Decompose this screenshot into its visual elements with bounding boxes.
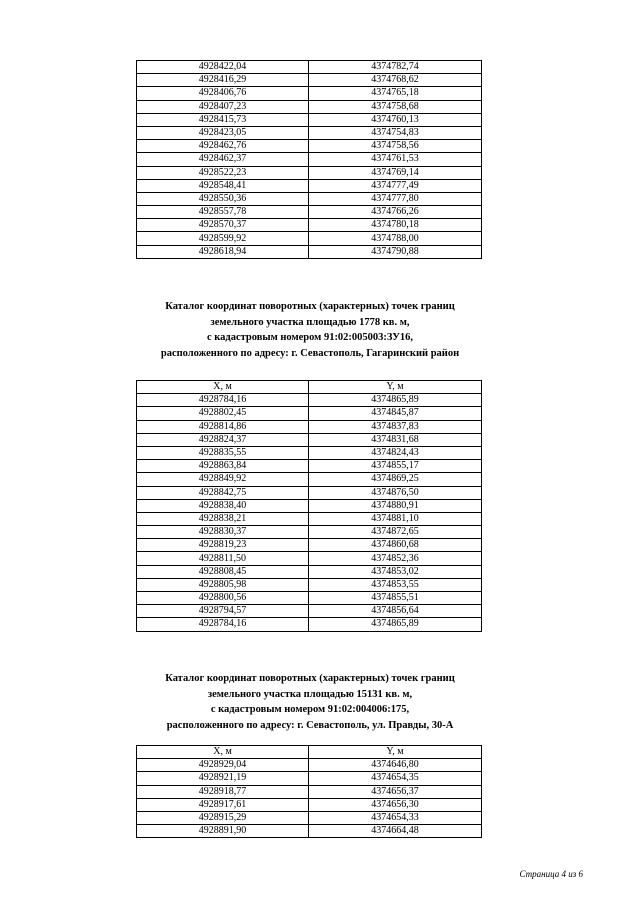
- table-row: [137, 772, 482, 785]
- y-coordinate-cell: 4374837,83: [309, 420, 482, 433]
- table-2-body: [137, 394, 482, 631]
- y-coordinate-cell: 4374881,10: [309, 512, 482, 525]
- coordinates-table-3: [136, 745, 482, 838]
- y-coordinate-cell: 4374856,64: [309, 605, 482, 618]
- x-coordinate-cell: 4928838,21: [137, 512, 309, 525]
- table-row: [137, 113, 482, 126]
- y-coordinate-cell: 4374656,30: [309, 798, 482, 811]
- y-coordinate-cell: 4374788,00: [309, 232, 482, 245]
- table-row: [137, 74, 482, 87]
- y-coordinate-cell: 4374853,55: [309, 578, 482, 591]
- caption-line: расположенного по адресу: г. Севастополь, Гагаринский район: [160, 347, 460, 359]
- y-coordinate-cell: 4374768,62: [309, 74, 482, 87]
- x-coordinate-cell: 4928808,45: [137, 565, 309, 578]
- table-row: [137, 100, 482, 113]
- table-row: [137, 179, 482, 192]
- table-row: [137, 166, 482, 179]
- table-row: [137, 126, 482, 139]
- x-coordinate-cell: 4928824,37: [137, 433, 309, 446]
- x-coordinate-cell: 4928849,92: [137, 473, 309, 486]
- y-coordinate-cell: 4374780,18: [309, 219, 482, 232]
- table-header-row: [137, 381, 482, 394]
- y-coordinate-cell: 4374664,48: [309, 825, 482, 838]
- y-coordinate-cell: 4374869,25: [309, 473, 482, 486]
- table-header-row: [137, 746, 482, 759]
- table-row: [137, 446, 482, 459]
- caption-line: Каталог координат поворотных (характерных) точек границ: [165, 301, 455, 312]
- x-coordinate-cell: 4928814,86: [137, 420, 309, 433]
- x-coordinate-cell: 4928522,23: [137, 166, 309, 179]
- table-row: [137, 552, 482, 565]
- x-coordinate-cell: 4928570,37: [137, 219, 309, 232]
- caption-line: с кадастровым номером 91:02:004006:175,: [210, 704, 410, 715]
- table-row: [137, 539, 482, 552]
- table-row: [137, 394, 482, 407]
- caption-line: земельного участка площадью 1778 кв. м,: [210, 316, 410, 328]
- table-row: [137, 605, 482, 618]
- x-coordinate-cell: 4928422,04: [137, 61, 309, 74]
- table-row: [137, 153, 482, 166]
- table-row: [137, 526, 482, 539]
- x-coordinate-cell: 4928917,61: [137, 798, 309, 811]
- x-coordinate-cell: 4928802,45: [137, 407, 309, 420]
- x-coordinate-cell: 4928557,78: [137, 206, 309, 219]
- y-coordinate-cell: 4374831,68: [309, 433, 482, 446]
- x-coordinate-cell: 4928915,29: [137, 811, 309, 824]
- table-row: [137, 565, 482, 578]
- table-row: [137, 811, 482, 824]
- table-row: [137, 460, 482, 473]
- column-header-y: Y, м: [309, 381, 482, 394]
- table-1-body: [137, 61, 482, 259]
- catalog-caption-3: [100, 671, 520, 733]
- x-coordinate-cell: 4928891,90: [137, 825, 309, 838]
- coordinates-table-2: [136, 380, 482, 632]
- table-row: [137, 232, 482, 245]
- x-coordinate-cell: 4928918,77: [137, 785, 309, 798]
- table-row: [137, 206, 482, 219]
- x-coordinate-cell: 4928784,16: [137, 618, 309, 631]
- x-coordinate-cell: 4928835,55: [137, 446, 309, 459]
- table-row: [137, 618, 482, 631]
- y-coordinate-cell: 4374860,68: [309, 539, 482, 552]
- table-row: [137, 87, 482, 100]
- x-coordinate-cell: 4928805,98: [137, 578, 309, 591]
- y-coordinate-cell: 4374824,43: [309, 446, 482, 459]
- x-coordinate-cell: 4928423,05: [137, 126, 309, 139]
- table-row: [137, 512, 482, 525]
- y-coordinate-cell: 4374654,35: [309, 772, 482, 785]
- x-coordinate-cell: 4928599,92: [137, 232, 309, 245]
- y-coordinate-cell: 4374777,80: [309, 192, 482, 205]
- x-coordinate-cell: 4928830,37: [137, 526, 309, 539]
- y-coordinate-cell: 4374853,02: [309, 565, 482, 578]
- x-coordinate-cell: 4928415,73: [137, 113, 309, 126]
- y-coordinate-cell: 4374777,49: [309, 179, 482, 192]
- x-coordinate-cell: 4928406,76: [137, 87, 309, 100]
- y-coordinate-cell: 4374761,53: [309, 153, 482, 166]
- y-coordinate-cell: 4374766,26: [309, 206, 482, 219]
- x-coordinate-cell: 4928462,37: [137, 153, 309, 166]
- y-coordinate-cell: 4374865,89: [309, 394, 482, 407]
- table-row: [137, 473, 482, 486]
- y-coordinate-cell: 4374855,51: [309, 592, 482, 605]
- x-coordinate-cell: 4928794,57: [137, 605, 309, 618]
- page-number: Страница 4 из 6: [519, 869, 583, 879]
- caption-line: расположенного по адресу: г. Севастополь, ул. Правды, 30-А: [166, 719, 454, 731]
- y-coordinate-cell: 4374656,37: [309, 785, 482, 798]
- y-coordinate-cell: 4374758,68: [309, 100, 482, 113]
- table-row: [137, 192, 482, 205]
- table-row: [137, 825, 482, 838]
- x-coordinate-cell: 4928784,16: [137, 394, 309, 407]
- table-row: [137, 759, 482, 772]
- y-coordinate-cell: 4374765,18: [309, 87, 482, 100]
- y-coordinate-cell: 4374760,13: [309, 113, 482, 126]
- x-coordinate-cell: 4928800,56: [137, 592, 309, 605]
- y-coordinate-cell: 4374876,50: [309, 486, 482, 499]
- column-header-x: X, м: [137, 746, 309, 759]
- y-coordinate-cell: 4374845,87: [309, 407, 482, 420]
- table-row: [137, 433, 482, 446]
- x-coordinate-cell: 4928842,75: [137, 486, 309, 499]
- y-coordinate-cell: 4374782,74: [309, 61, 482, 74]
- column-header-x: X, м: [137, 381, 309, 394]
- table-row: [137, 785, 482, 798]
- caption-line: земельного участка площадью 15131 кв. м,: [207, 688, 413, 700]
- y-coordinate-cell: 4374880,91: [309, 499, 482, 512]
- y-coordinate-cell: 4374852,36: [309, 552, 482, 565]
- caption-line: Каталог координат поворотных (характерных) точек границ: [165, 673, 455, 684]
- table-row: [137, 420, 482, 433]
- column-header-y: Y, м: [309, 746, 482, 759]
- x-coordinate-cell: 4928863,84: [137, 460, 309, 473]
- y-coordinate-cell: 4374865,89: [309, 618, 482, 631]
- x-coordinate-cell: 4928819,23: [137, 539, 309, 552]
- table-row: [137, 486, 482, 499]
- y-coordinate-cell: 4374872,65: [309, 526, 482, 539]
- y-coordinate-cell: 4374790,88: [309, 245, 482, 258]
- catalog-caption-2: [100, 299, 520, 361]
- table-row: [137, 245, 482, 258]
- y-coordinate-cell: 4374754,83: [309, 126, 482, 139]
- x-coordinate-cell: 4928407,23: [137, 100, 309, 113]
- table-row: [137, 592, 482, 605]
- table-row: [137, 499, 482, 512]
- x-coordinate-cell: 4928462,76: [137, 140, 309, 153]
- y-coordinate-cell: 4374646,80: [309, 759, 482, 772]
- table-row: [137, 407, 482, 420]
- x-coordinate-cell: 4928921,19: [137, 772, 309, 785]
- x-coordinate-cell: 4928416,29: [137, 74, 309, 87]
- x-coordinate-cell: 4928811,50: [137, 552, 309, 565]
- table-row: [137, 61, 482, 74]
- y-coordinate-cell: 4374769,14: [309, 166, 482, 179]
- table-row: [137, 219, 482, 232]
- x-coordinate-cell: 4928929,04: [137, 759, 309, 772]
- y-coordinate-cell: 4374855,17: [309, 460, 482, 473]
- table-row: [137, 798, 482, 811]
- table-3-body: [137, 759, 482, 838]
- x-coordinate-cell: 4928838,40: [137, 499, 309, 512]
- y-coordinate-cell: 4374758,56: [309, 140, 482, 153]
- table-row: [137, 140, 482, 153]
- y-coordinate-cell: 4374654,33: [309, 811, 482, 824]
- x-coordinate-cell: 4928618,94: [137, 245, 309, 258]
- x-coordinate-cell: 4928550,36: [137, 192, 309, 205]
- table-row: [137, 578, 482, 591]
- caption-line: с кадастровым номером 91:02:005003:ЗУ16,: [206, 332, 414, 343]
- coordinates-table-1: [136, 60, 482, 259]
- x-coordinate-cell: 4928548,41: [137, 179, 309, 192]
